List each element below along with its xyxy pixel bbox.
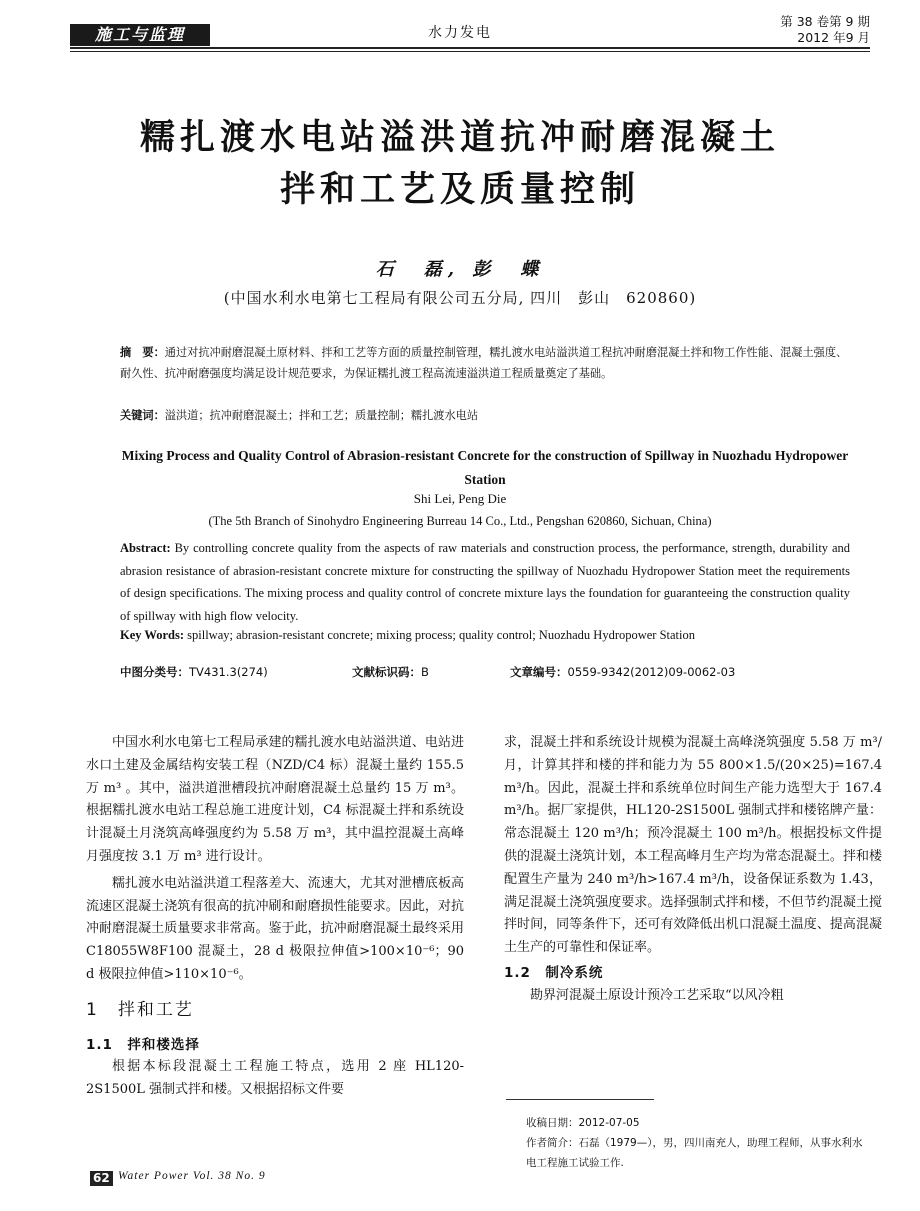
body-left-column [86, 732, 464, 1102]
page-number: 62 [90, 1171, 113, 1186]
abstract-en-label: Abstract: [120, 541, 171, 555]
title-line-1: 糯扎渡水电站溢洪道抗冲耐磨混凝土 [139, 118, 780, 158]
paper-title-en: Mixing Process and Quality Control of Abrasion-resistant Concrete for the construction of Spillway in Nuozhadu Hydropower Station [121, 448, 849, 487]
paragraph: 求，混凝土拌和系统设计规模为混凝土高峰浇筑强度 5.58 万 m³/月，计算其拌和楼的拌和能力为 55 800×1.5/(20×25)=167.4 m³/h。因此，混凝土拌和系统单位时间生产能力选型大于 167.4 m³/h。据厂家提供，HL120-2S1500L 强制式拌和楼铭牌产量：常态混凝土 120 m³/h；预冷混凝土 100 m³/h。根据投标文件提供的混凝土浇筑计划，本工程高峰月生产均为常态混凝土。拌和楼配置生产量为 240 m³/h>167.4 m³/h，设备保证系数为 1.43，满足混凝土浇筑强度要求。选择强制式拌和楼，不但节约混凝土搅拌时间，同等条件下，还可有效降低出机口混凝土温度、提高混凝土生产的可靠性和保证率。 [504, 735, 882, 956]
clc-number [120, 664, 268, 680]
clc-label: 中图分类号： [120, 665, 189, 679]
paragraph: 根据本标段混凝土工程施工特点，选用 2 座 HL120-2S1500L 强制式拌和楼。又根据招标文件要 [86, 1059, 464, 1098]
footnote-rule [506, 1099, 654, 1100]
doc-value: B [421, 665, 429, 679]
author-bio: 作者简介：石磊（1979—），男，四川南充人，助理工程师，从事水利水电工程施工试验工作. [526, 1137, 863, 1169]
authors-cn: 石 磊, 彭 蝶 [375, 259, 545, 280]
section-heading-1: 1 拌和工艺 [86, 999, 194, 1020]
authors-en: Shi Lei, Peng Die [413, 491, 507, 506]
keywords-en-text: spillway; abrasion-resistant concrete; mixing process; quality control; Nuozhadu Hydropower Station [187, 628, 696, 642]
keywords-cn-label: 关键词： [120, 409, 165, 422]
section-badge: 施工与监理 [70, 24, 210, 46]
clc-value: TV431.3(274) [189, 665, 268, 679]
keywords-en [120, 625, 850, 645]
abstract-cn [120, 342, 850, 384]
header-rule-thin [70, 51, 870, 52]
issue-volume: 第 38 卷第 9 期 [780, 14, 870, 29]
affiliation-en: (The 5th Branch of Sinohydro Engineering Burreau 14 Co., Ltd., Pengshan 620860, Sichuan, China) [208, 514, 712, 528]
running-head-journal: 水力发电 [428, 25, 492, 41]
paragraph: 糯扎渡水电站溢洪道工程落差大、流速大，尤其对泄槽底板高流速区混凝土浇筑有很高的抗冲刷和耐磨损性能要求。因此，对抗冲耐磨混凝土质量要求非常高。鉴于此，抗冲耐磨混凝土最终采用 C18055W8F100 混凝土，28 d 极限拉伸值>100×10⁻⁶；90 d 极限拉伸值>110×10⁻⁶。 [86, 875, 464, 982]
keywords-cn [120, 407, 850, 425]
footer-journal: Water Power Vol. 38 No. 9 [118, 1170, 266, 1182]
doc-label: 文献标识码： [352, 665, 421, 679]
abstract-en-text: By controlling concrete quality from the aspects of raw materials and construction process, the performance, strength, durability and abrasion resistance of abrasion-resistant concrete mixture for constructing the spillway of Nuozhadu Hydropower Station meet the requirements of design specifications. The mixing process and quality control of concrete mixture lays the foundation for guaranteeing the construction quality of spillway with high flow velocity. [120, 541, 850, 623]
keywords-en-label: Key Words: [120, 628, 185, 642]
issue-info [780, 14, 870, 46]
document-code [352, 664, 429, 680]
article-number [510, 664, 735, 680]
header-rule [70, 47, 870, 49]
keywords-cn-text: 溢洪道；抗冲耐磨混凝土；拌和工艺；质量控制；糯扎渡水电站 [164, 409, 479, 422]
received-date: 收稿日期：2012-07-05 [526, 1117, 640, 1129]
paper-title-cn [0, 112, 920, 216]
issue-date: 2012 年9 月 [797, 30, 870, 45]
section-heading-1-2: 1.2 制冷系统 [504, 964, 604, 981]
paragraph: 勘界河混凝土原设计预冷工艺采取“以风冷粗 [530, 987, 784, 1003]
abstract-cn-label: 摘 要： [120, 346, 165, 359]
art-label: 文章编号： [510, 665, 568, 679]
abstract-en [120, 537, 850, 627]
footnote [526, 1113, 871, 1173]
affiliation-cn: (中国水利水电第七工程局有限公司五分局, 四川 彭山 620860) [223, 289, 697, 307]
title-line-2: 拌和工艺及质量控制 [279, 170, 640, 210]
art-value: 0559-9342(2012)09-0062-03 [567, 665, 736, 679]
section-heading-1-1: 1.1 拌和楼选择 [86, 1036, 200, 1053]
abstract-cn-text: 通过对抗冲耐磨混凝土原材料、拌和工艺等方面的质量控制管理，糯扎渡水电站溢洪道工程抗冲耐磨混凝土拌和物工作性能、混凝土强度、耐久性、抗冲耐磨强度均满足设计规范要求，为保证糯扎渡工程高流速溢洪道工程质量奠定了基础。 [120, 346, 848, 380]
body-right-column [504, 732, 882, 1008]
paragraph: 中国水利水电第七工程局承建的糯扎渡水电站溢洪道、电站进水口土建及金属结构安装工程（NZD/C4 标）混凝土量约 155.5 万 m³ 。其中，溢洪道泄槽段抗冲耐磨混凝土总量约 15 万 m³。根据糯扎渡水电站工程总施工进度计划，C4 标混凝土拌和系统设计混凝土月浇筑高峰强度约为 5.58 万 m³，其中温控混凝土高峰月强度按 3.1 万 m³ 进行设计。 [86, 735, 464, 864]
